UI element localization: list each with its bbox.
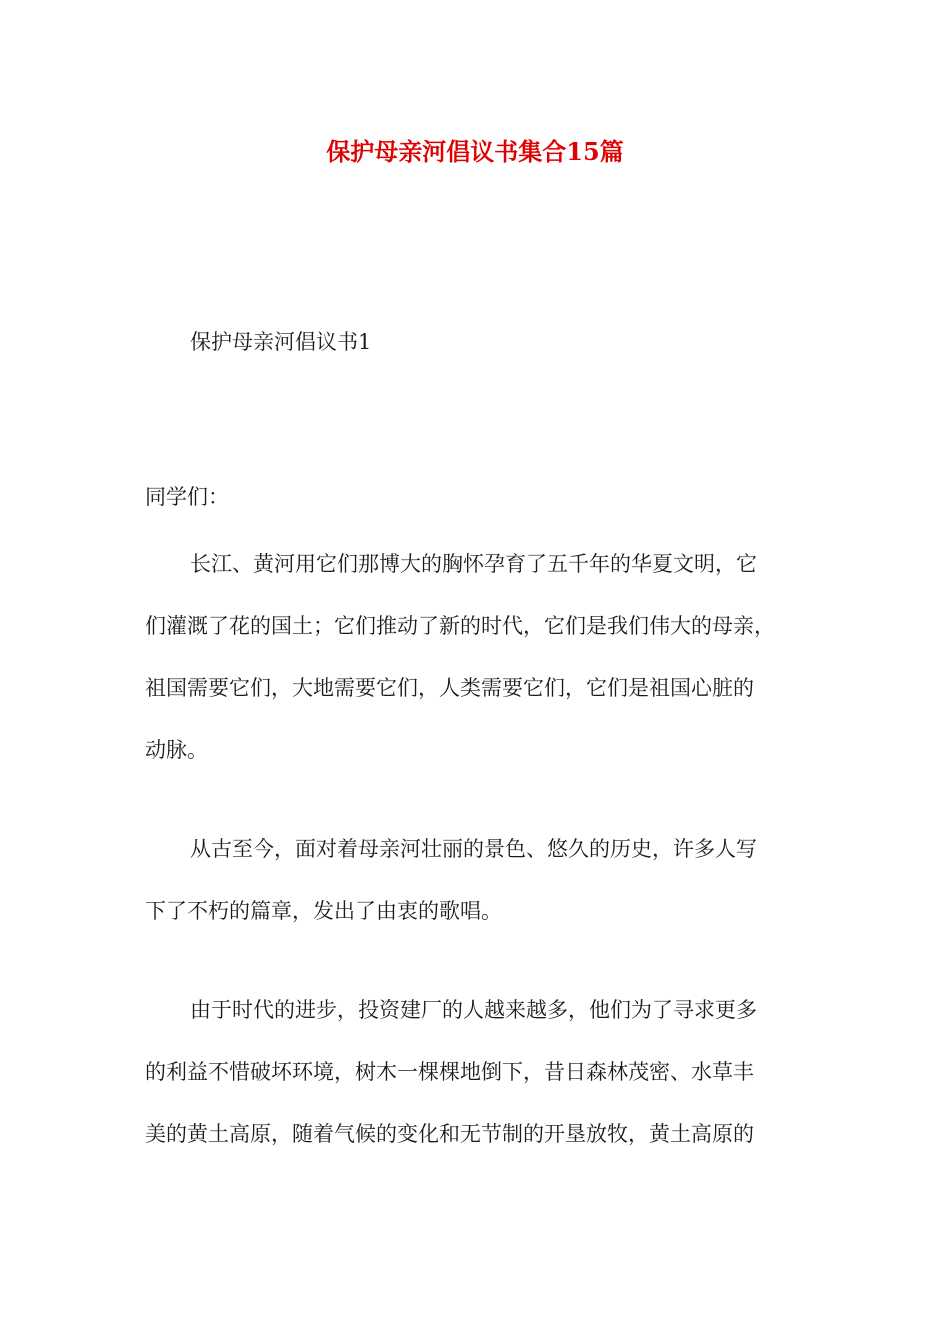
paragraph-line: 动脉。: [145, 738, 208, 762]
section-heading: 保护母亲河倡议书1: [190, 330, 372, 354]
paragraph-1: [145, 544, 810, 792]
paragraph-line: 的利益不惜破坏环境，树木一棵棵地倒下，昔日森林茂密、水草丰: [145, 1060, 754, 1084]
paragraph-3: [145, 990, 810, 1176]
salutation: 同学们：: [145, 485, 229, 509]
paragraph-line: 下了不朽的篇章，发出了由衷的歌唱。: [145, 899, 502, 923]
paragraph-line: 长江、黄河用它们那博大的胸怀孕育了五千年的华夏文明，它: [190, 552, 757, 576]
document-title: 保护母亲河倡议书集合15篇: [326, 137, 624, 166]
paragraph-line: 由于时代的进步，投资建厂的人越来越多，他们为了寻求更多: [190, 998, 757, 1022]
paragraph-line: 美的黄土高原，随着气候的变化和无节制的开垦放牧，黄土高原的: [145, 1122, 754, 1146]
paragraph-line: 从古至今，面对着母亲河壮丽的景色、悠久的历史，许多人写: [190, 837, 757, 861]
paragraph-line: 们灌溉了花的国土；它们推动了新的时代，它们是我们伟大的母亲，: [145, 614, 775, 638]
paragraph-line: 祖国需要它们，大地需要它们，人类需要它们，它们是祖国心脏的: [145, 676, 754, 700]
paragraph-2: [145, 829, 810, 953]
